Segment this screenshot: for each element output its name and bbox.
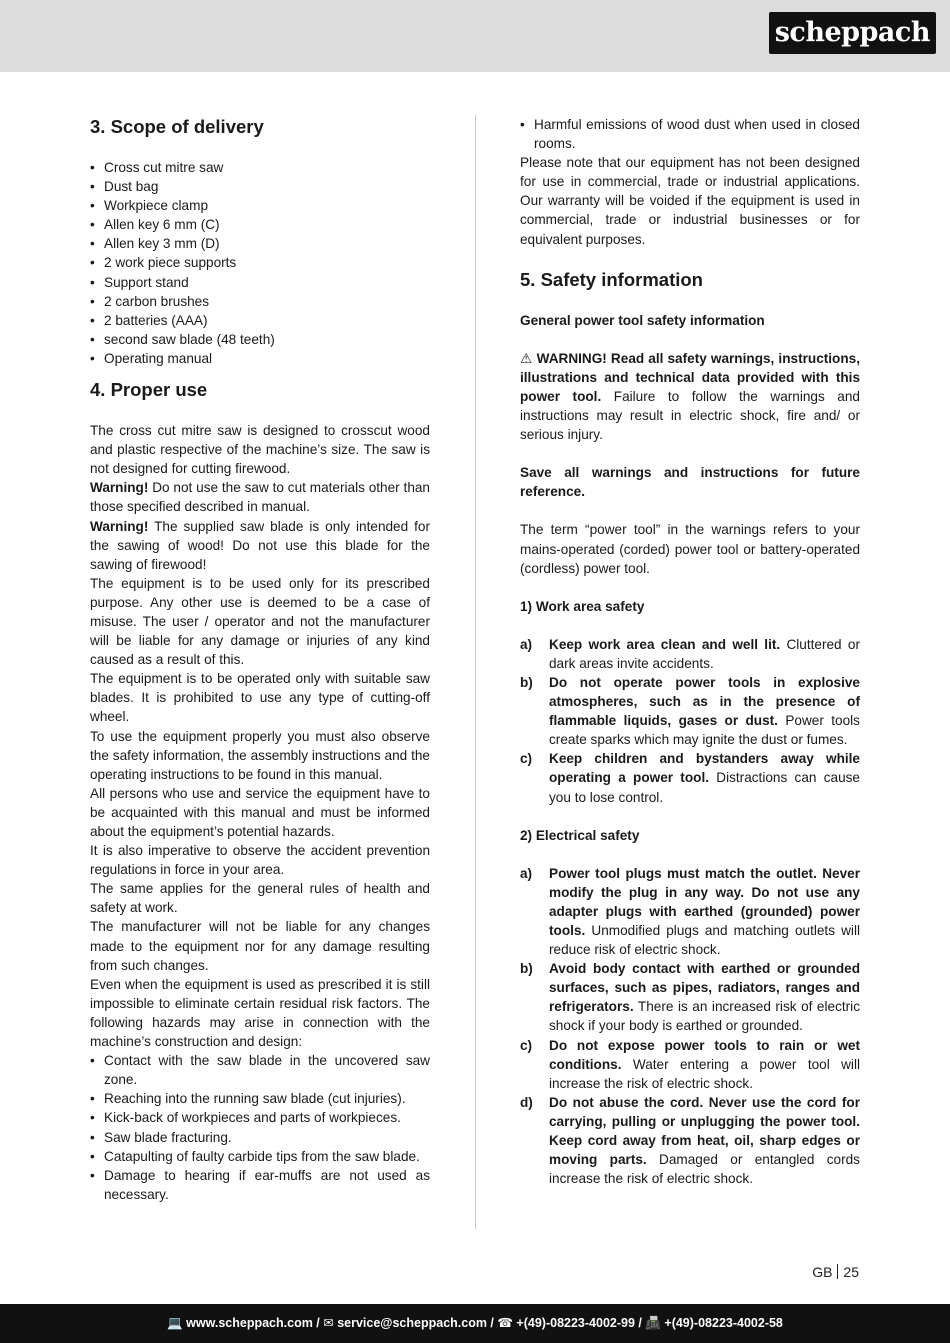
- list-item: • 2 carbon brushes: [90, 292, 430, 311]
- phone-icon: ☎: [497, 1316, 513, 1330]
- brand-logo: scheppach: [769, 12, 936, 54]
- paragraph: [90, 478, 430, 516]
- scope-of-delivery-list: [90, 158, 430, 368]
- paragraph-text: Failure to follow the warnings and instructions may result in electric shock, fire and/ or serious injury.: [520, 388, 860, 443]
- list-item: [520, 959, 860, 1035]
- hazards-list: [90, 1051, 430, 1204]
- list-item: [520, 1036, 860, 1093]
- list-item: • Catapulting of faulty carbide tips from the saw blade.: [90, 1147, 430, 1166]
- item-bold-text: Keep children and bystanders away while operating a power tool.: [549, 751, 860, 786]
- warning-triangle-icon: ⚠: [520, 350, 533, 366]
- list-item: [520, 749, 860, 806]
- item-label: a): [520, 865, 533, 881]
- column-divider: [475, 115, 476, 1229]
- list-item: [520, 864, 860, 959]
- paragraph: The equipment is to be used only for its prescribed purpose. Any other use is deemed to be a case of misuse. The user / operator and not the manufacturer will be liable for any damage or injuries of any kind caused as a result of this.: [90, 575, 430, 668]
- item-bold-text: Do not operate power tools in explosive atmospheres, such as in the presence of flammable liquids, gases or dust.: [549, 674, 860, 729]
- item-text: Power tools create sparks which may ignite the dust or fumes.: [549, 713, 860, 748]
- item-label: a): [520, 636, 533, 652]
- subheading: 2) Electrical safety: [520, 827, 640, 843]
- subheading: General power tool safety information: [520, 312, 765, 328]
- item-label: c): [520, 1037, 533, 1053]
- electrical-safety-list: [520, 864, 860, 1189]
- paragraph: The equipment is to be operated only with suitable saw blades. It is prohibited to use any type of cutting-off wheel.: [90, 671, 430, 725]
- list-item: • Contact with the saw blade in the uncovered saw zone.: [90, 1051, 430, 1089]
- hazards-list-continued: [520, 115, 860, 153]
- paragraph: Even when the equipment is used as prescribed it is still impossible to eliminate certain residual risk factors. The following hazards may arise in connection with the machine’s construction and design:: [90, 976, 430, 1050]
- paragraph-text: Do not use the saw to cut materials other than those specified described in manual.: [90, 480, 430, 515]
- section-3-title: 3. Scope of delivery: [90, 116, 264, 137]
- item-label: c): [520, 751, 533, 767]
- work-area-safety-list: [520, 635, 860, 807]
- item-label: b): [520, 961, 533, 977]
- envelope-icon: ✉: [323, 1316, 334, 1330]
- list-item: • Kick-back of workpieces and parts of workpieces.: [90, 1108, 430, 1127]
- item-bold-text: Power tool plugs must match the outlet. Never modify the plug in any way. Do not use any adapter plugs with earthed (grounded) power tools.: [549, 865, 860, 938]
- list-item: • Reaching into the running saw blade (cut injuries).: [90, 1089, 430, 1108]
- list-item: • Workpiece clamp: [90, 196, 430, 215]
- list-item: [520, 1093, 860, 1188]
- item-label: d): [520, 1094, 533, 1110]
- item-bold-text: Do not abuse the cord. Never use the cord for carrying, pulling or unplugging the power tool. Keep cord away from heat, oil, sharp edges or moving parts.: [549, 1094, 860, 1168]
- footer-website: www.scheppach.com /: [182, 1316, 324, 1330]
- item-text: Cluttered or dark areas invite accidents.: [549, 636, 860, 671]
- warning-bold-text: WARNING! Read all safety warnings, instructions, illustrations and technical data provided with this power tool.: [520, 350, 860, 404]
- footer-email: service@scheppach.com /: [333, 1316, 498, 1330]
- item-text: Water entering a power tool will increase the risk of electric shock.: [549, 1056, 860, 1091]
- page-number-value: 25: [843, 1264, 859, 1280]
- header-bar: [0, 0, 950, 72]
- item-text: There is an increased risk of electric shock if your body is earthed or grounded.: [549, 999, 860, 1034]
- item-label: b): [520, 674, 533, 690]
- list-item: • second saw blade (48 teeth): [90, 330, 430, 349]
- list-item: • Allen key 3 mm (D): [90, 234, 430, 253]
- list-item: • Damage to hearing if ear-muffs are not used as necessary.: [90, 1166, 430, 1204]
- item-text: Damaged or entangled cords increase the risk of electric shock.: [549, 1152, 860, 1187]
- item-bold-text: Keep work area clean and well lit.: [549, 636, 781, 652]
- item-bold-text: Do not expose power tools to rain or wet conditions.: [549, 1037, 860, 1072]
- paragraph: The cross cut mitre saw is designed to crosscut wood and plastic respective of the machine’s size. The saw is not designed for cutting firewood.: [90, 423, 430, 477]
- footer-bar: [0, 1304, 950, 1343]
- warning-label: Warning!: [90, 480, 149, 496]
- list-item: [520, 635, 860, 673]
- left-column: [90, 115, 430, 1204]
- fax-icon: 📠: [645, 1316, 661, 1330]
- paragraph: The same applies for the general rules of health and safety at work.: [90, 881, 430, 916]
- list-item: • Dust bag: [90, 177, 430, 196]
- list-item: • 2 work piece supports: [90, 253, 430, 272]
- item-text: Unmodified plugs and matching outlets will reduce risk of electric shock.: [549, 923, 860, 958]
- list-item: • Allen key 6 mm (C): [90, 215, 430, 234]
- footer-fax: +(49)-08223-4002-58: [660, 1316, 783, 1330]
- paragraph: All persons who use and service the equipment have to be acquainted with this manual and must be informed about the equipment’s potential hazards.: [90, 785, 430, 839]
- footer-phone: +(49)-08223-4002-99 /: [512, 1316, 646, 1330]
- paragraph: Please note that our equipment has not been designed for use in commercial, trade or industrial applications. Our warranty will be voided if the equipment is used in commercial, trade or industrial businesses or for equivalent purposes.: [520, 155, 860, 247]
- paragraph: To use the equipment properly you must also observe the safety information, the assembly instructions and the operating instructions to be found in this manual.: [90, 728, 430, 782]
- list-item: • Saw blade fracturing.: [90, 1128, 430, 1147]
- section-5-title: 5. Safety information: [520, 268, 703, 290]
- page-language: GB: [812, 1264, 833, 1280]
- computer-icon: 💻: [167, 1316, 183, 1330]
- list-item: • Operating manual: [90, 349, 430, 368]
- warning-paragraph: [520, 349, 860, 444]
- page-number: [812, 1264, 859, 1280]
- paragraph: Save all warnings and instructions for future reference.: [520, 465, 860, 500]
- list-item: • Support stand: [90, 273, 430, 292]
- list-item: • 2 batteries (AAA): [90, 311, 430, 330]
- list-item: • Cross cut mitre saw: [90, 158, 430, 177]
- list-item: • Harmful emissions of wood dust when used in closed rooms.: [520, 115, 860, 153]
- section-4-title: 4. Proper use: [90, 379, 208, 401]
- paragraph: The term “power tool” in the warnings refers to your mains-operated (corded) power tool or battery-operated (cordless) power tool.: [520, 522, 860, 576]
- paragraph-text: The supplied saw blade is only intended for the sawing of wood! Do not use this blade for the sawing of firewood!: [90, 518, 430, 572]
- item-bold-text: Avoid body contact with earthed or grounded surfaces, such as pipes, radiators, ranges and refrigerators.: [549, 961, 860, 1015]
- subheading: 1) Work area safety: [520, 598, 645, 614]
- right-column: [520, 115, 860, 1188]
- paragraph: [90, 517, 430, 574]
- item-text: Distractions can cause you to lose control.: [549, 770, 860, 805]
- paragraph: It is also imperative to observe the accident prevention regulations in force in your area.: [90, 843, 430, 878]
- list-item: [520, 673, 860, 749]
- warning-label: Warning!: [90, 518, 149, 534]
- paragraph: The manufacturer will not be liable for any changes made to the equipment nor for any damage resulting from such changes.: [90, 919, 430, 973]
